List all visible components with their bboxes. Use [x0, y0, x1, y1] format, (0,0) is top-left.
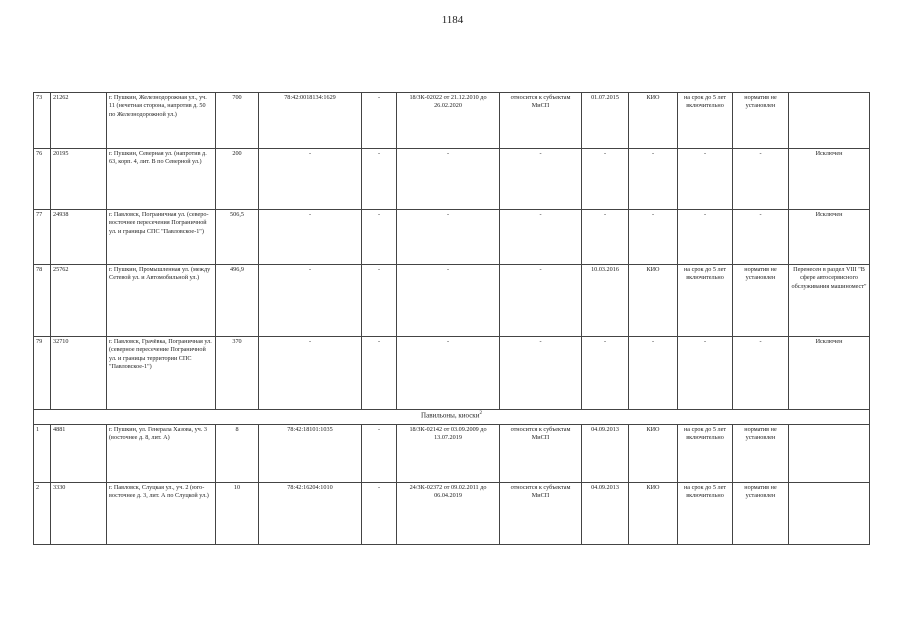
table-cell: - — [629, 210, 678, 265]
table-cell: г. Пушкин, ул. Генерала Хазова, уч. 3 (восточнее д. 8, лит. А) — [107, 425, 216, 483]
table-cell: на срок до 5 лет включительно — [678, 483, 733, 545]
table-cell: - — [397, 210, 500, 265]
table-cell: 04.09.2013 — [582, 425, 629, 483]
table-cell: 77 — [34, 210, 51, 265]
table-cell: норматив не установлен — [733, 93, 789, 149]
table-cell: 73 — [34, 93, 51, 149]
table-cell: 78:42:18101:1035 — [259, 425, 362, 483]
table-row — [34, 149, 870, 210]
table-row — [34, 483, 870, 545]
table-cell: г. Пушкин, Промышленная ул. (между Сетевой ул. и Автомобильной ул.) — [107, 265, 216, 337]
table-cell: 1 — [34, 425, 51, 483]
table-cell — [789, 483, 870, 545]
table-cell: 25762 — [51, 265, 107, 337]
table-cell: - — [362, 265, 397, 337]
table-row — [34, 425, 870, 483]
table-cell: - — [259, 265, 362, 337]
table-cell: - — [397, 337, 500, 410]
registry-table — [33, 92, 870, 545]
table-cell: - — [362, 337, 397, 410]
table-cell: - — [397, 149, 500, 210]
table-cell: - — [500, 337, 582, 410]
table-cell: - — [582, 210, 629, 265]
table-cell: на срок до 5 лет включительно — [678, 265, 733, 337]
table-cell: г. Пушкин, Железнодорожная ул., уч. 11 (нечетная сторона, напротив д. 50 по Железнодорожной ул.) — [107, 93, 216, 149]
table-cell: 18/ЗК-02022 от 21.12.2010 до 26.02.2020 — [397, 93, 500, 149]
table-cell: - — [259, 210, 362, 265]
table-cell: 200 — [216, 149, 259, 210]
page-number: 1184 — [441, 14, 464, 26]
table-cell: г. Пушкин, Северная ул. (напротив д. 63, корп. 4, лит. В по Северной ул.) — [107, 149, 216, 210]
table-cell: 79 — [34, 337, 51, 410]
table-cell: 24/ЗК-02372 от 09.02.2011 до 06.04.2019 — [397, 483, 500, 545]
table-cell: на срок до 5 лет включительно — [678, 425, 733, 483]
table-cell: КИО — [629, 265, 678, 337]
table-cell: - — [678, 149, 733, 210]
table-cell: - — [362, 149, 397, 210]
section-row — [34, 410, 870, 425]
table-cell: - — [259, 149, 362, 210]
table-cell: - — [733, 337, 789, 410]
table-cell: норматив не установлен — [733, 483, 789, 545]
table-cell: - — [397, 265, 500, 337]
footnote-mark: 2 — [479, 411, 482, 416]
table-cell: г. Павловск, Слуцкая ул., уч. 2 (юго-восточнее д. 3, лит. А по Слуцкой ул.) — [107, 483, 216, 545]
table-cell: - — [362, 483, 397, 545]
table-cell: - — [582, 149, 629, 210]
table-cell: 370 — [216, 337, 259, 410]
table-cell: - — [362, 210, 397, 265]
table-cell — [789, 425, 870, 483]
table-cell: 04.09.2013 — [582, 483, 629, 545]
table-cell: относится к субъектам МиСП — [500, 483, 582, 545]
table-cell: 8 — [216, 425, 259, 483]
table-cell: КИО — [629, 483, 678, 545]
table-cell: 78:42:0018134:1629 — [259, 93, 362, 149]
table-cell: 506,5 — [216, 210, 259, 265]
table-cell: 78:42:16204:1010 — [259, 483, 362, 545]
table-cell: норматив не установлен — [733, 425, 789, 483]
table-cell: - — [500, 149, 582, 210]
table-row — [34, 337, 870, 410]
table-cell: 2 — [34, 483, 51, 545]
table-cell: - — [678, 210, 733, 265]
section-title: Павильоны, киоски — [421, 411, 480, 420]
table-cell: Исключен — [789, 149, 870, 210]
table-cell: - — [629, 337, 678, 410]
table-cell: на срок до 5 лет включительно — [678, 93, 733, 149]
table-cell: 32710 — [51, 337, 107, 410]
table-cell: относится к субъектам МиСП — [500, 93, 582, 149]
table-cell: 76 — [34, 149, 51, 210]
table-cell: 21262 — [51, 93, 107, 149]
table-cell: - — [362, 425, 397, 483]
table-cell: - — [500, 265, 582, 337]
table-cell: - — [678, 337, 733, 410]
table-cell: - — [362, 93, 397, 149]
table-cell: КИО — [629, 93, 678, 149]
table-cell: 4881 — [51, 425, 107, 483]
table-cell: норматив не установлен — [733, 265, 789, 337]
table-cell: - — [629, 149, 678, 210]
table-cell: 700 — [216, 93, 259, 149]
table-cell: 10 — [216, 483, 259, 545]
table-cell: 496,9 — [216, 265, 259, 337]
table-cell: 10.03.2016 — [582, 265, 629, 337]
table-cell: - — [733, 210, 789, 265]
table-cell: Перенесен в раздел VIII "В сфере автосервисного обслуживания машиномест" — [789, 265, 870, 337]
section-header — [34, 410, 870, 425]
table-cell — [789, 93, 870, 149]
table-cell: г. Павловск, Пограничная ул. (северо-восточнее пересечения Пограничной ул. и границы СПС "Павловское-1") — [107, 210, 216, 265]
table-cell: - — [500, 210, 582, 265]
table-cell: 78 — [34, 265, 51, 337]
table-cell: - — [733, 149, 789, 210]
table-cell: - — [582, 337, 629, 410]
table-row — [34, 93, 870, 149]
table-cell: Исключен — [789, 210, 870, 265]
table-row — [34, 265, 870, 337]
table-cell: 18/ЗК-02142 от 03.09.2009 до 13.07.2019 — [397, 425, 500, 483]
table-cell: 3330 — [51, 483, 107, 545]
table-cell: 01.07.2015 — [582, 93, 629, 149]
table-cell: относится к субъектам МиСП — [500, 425, 582, 483]
table-cell: 24938 — [51, 210, 107, 265]
table-cell: КИО — [629, 425, 678, 483]
table-cell: - — [259, 337, 362, 410]
table-cell: 20195 — [51, 149, 107, 210]
table-cell: г. Павловск, Грачёвка, Пограничная ул. (северное пересечение Пограничной ул. и границы территории СПС "Павловское-1") — [107, 337, 216, 410]
table-row — [34, 210, 870, 265]
table-cell: Исключен — [789, 337, 870, 410]
